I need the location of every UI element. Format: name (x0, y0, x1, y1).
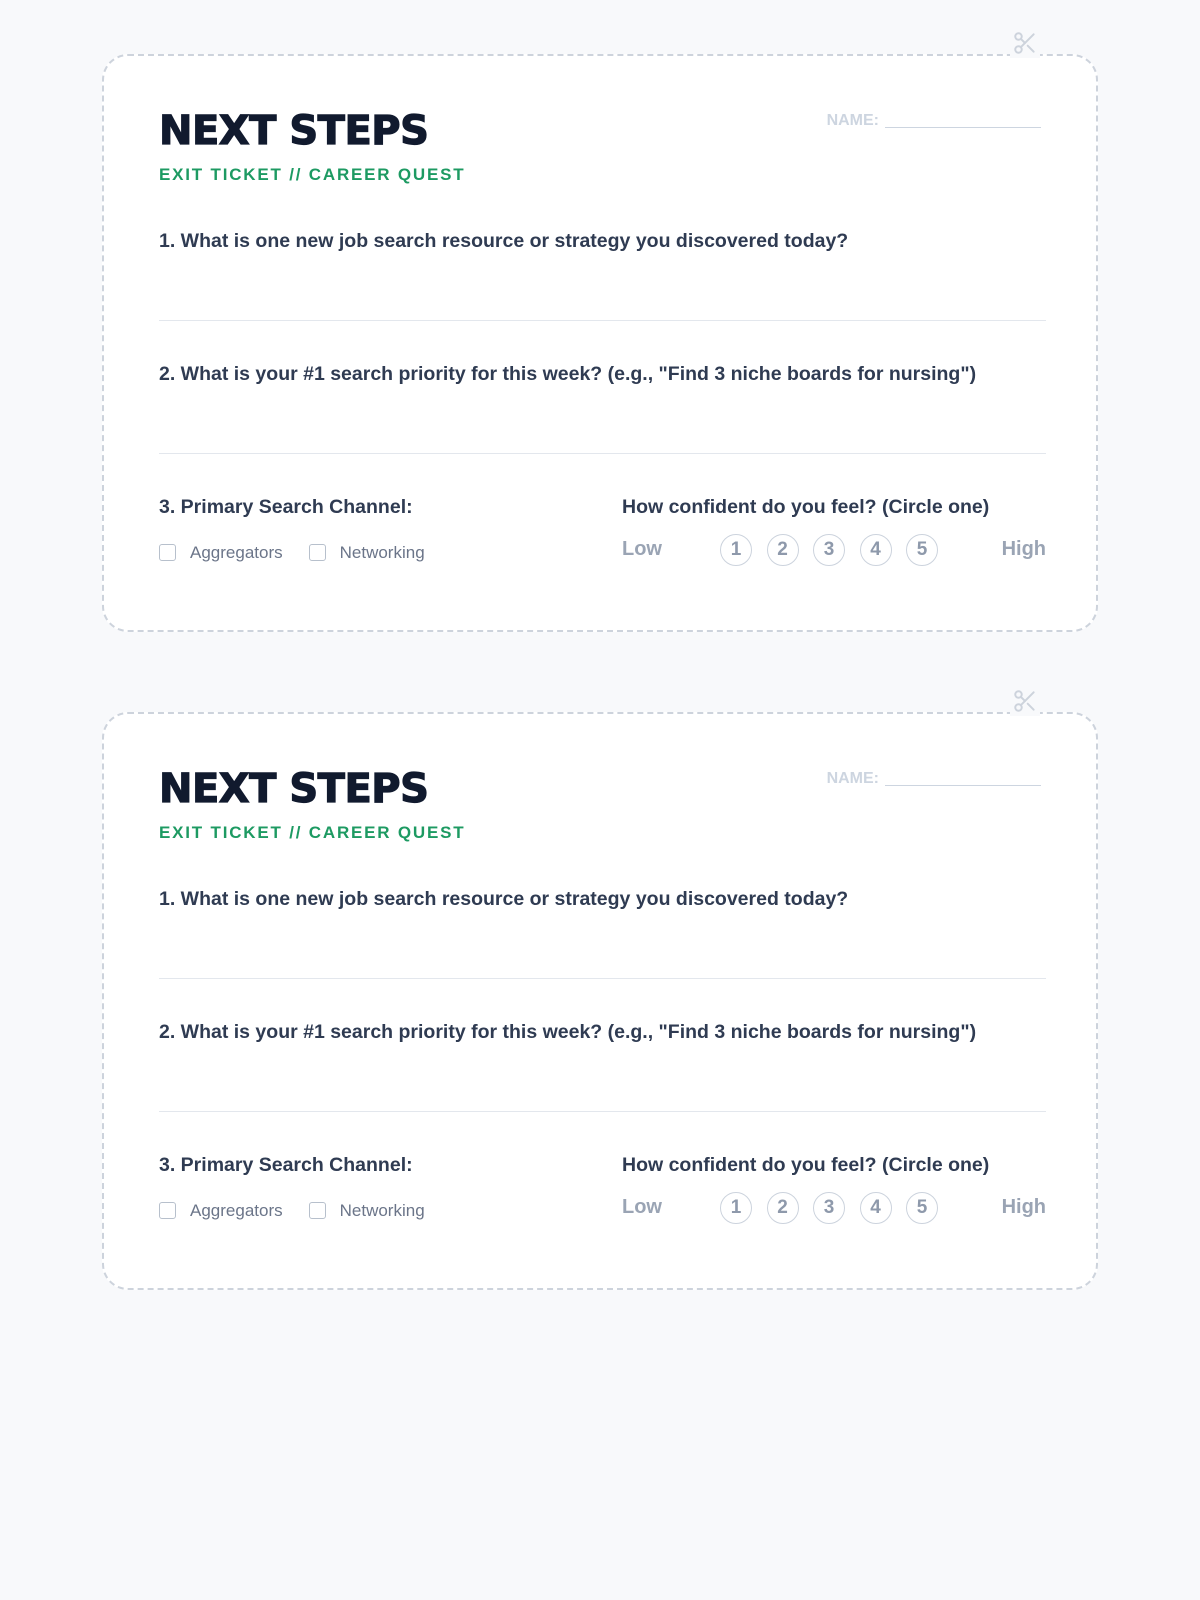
scissors-icon (1010, 28, 1040, 58)
confidence-question: How confident do you feel? (Circle one) (622, 496, 990, 518)
channel-options (159, 544, 451, 561)
channel-option-aggregators[interactable] (159, 544, 283, 561)
scale-option-4[interactable]: 4 (860, 534, 892, 566)
ticket-card (102, 54, 1098, 632)
question-1: 1. What is one new job search resource or strategy you discovered today? (159, 230, 849, 252)
checkbox-aggregators[interactable] (159, 1202, 176, 1219)
name-label: NAME: (826, 112, 879, 129)
question-2: 2. What is your #1 search priority for this week? (e.g., "Find 3 niche boards for nursing") (159, 363, 977, 385)
confidence-scale (622, 532, 1046, 572)
scale-high-label: High (1001, 1196, 1046, 1218)
scale-low-label: Low (622, 538, 662, 560)
option-label: Aggregators (190, 1201, 283, 1220)
confidence-scale (622, 1190, 1046, 1230)
checkbox-aggregators[interactable] (159, 544, 176, 561)
scale-option-2[interactable]: 2 (767, 1192, 799, 1224)
ticket-title: NEXT STEPS (159, 766, 429, 812)
scale-option-3[interactable]: 3 (813, 534, 845, 566)
confidence-question: How confident do you feel? (Circle one) (622, 1154, 990, 1176)
option-label: Aggregators (190, 543, 283, 562)
ticket-subtitle: EXIT TICKET // CAREER QUEST (159, 823, 466, 842)
scale-option-5[interactable]: 5 (906, 534, 938, 566)
scale-high-label: High (1001, 538, 1046, 560)
name-write-line[interactable] (885, 127, 1041, 128)
channel-option-aggregators[interactable] (159, 1202, 283, 1219)
scale-option-4[interactable]: 4 (860, 1192, 892, 1224)
scale-option-2[interactable]: 2 (767, 534, 799, 566)
exit-ticket (102, 712, 1098, 1290)
answer-line-1[interactable] (159, 978, 1046, 979)
scale-option-5[interactable]: 5 (906, 1192, 938, 1224)
channel-options (159, 1202, 451, 1219)
question-3: 3. Primary Search Channel: (159, 1154, 413, 1176)
name-label: NAME: (826, 770, 879, 787)
checkbox-networking[interactable] (309, 1202, 326, 1219)
question-1: 1. What is one new job search resource or strategy you discovered today? (159, 888, 849, 910)
name-field[interactable] (827, 113, 1041, 129)
ticket-subtitle: EXIT TICKET // CAREER QUEST (159, 165, 466, 184)
channel-option-networking[interactable] (309, 544, 425, 561)
exit-ticket (102, 54, 1098, 632)
scale-circles (720, 1192, 953, 1224)
scale-option-1[interactable]: 1 (720, 1192, 752, 1224)
name-field[interactable] (827, 771, 1041, 787)
answer-line-2[interactable] (159, 453, 1046, 454)
scale-option-3[interactable]: 3 (813, 1192, 845, 1224)
scale-circles (720, 534, 953, 566)
question-3: 3. Primary Search Channel: (159, 496, 413, 518)
option-label: Networking (339, 543, 425, 562)
ticket-title: NEXT STEPS (159, 108, 429, 154)
checkbox-networking[interactable] (309, 544, 326, 561)
scale-option-1[interactable]: 1 (720, 534, 752, 566)
name-write-line[interactable] (885, 785, 1041, 786)
answer-line-2[interactable] (159, 1111, 1046, 1112)
ticket-card (102, 712, 1098, 1290)
scissors-icon (1010, 686, 1040, 716)
channel-option-networking[interactable] (309, 1202, 425, 1219)
answer-line-1[interactable] (159, 320, 1046, 321)
question-2: 2. What is your #1 search priority for this week? (e.g., "Find 3 niche boards for nursing") (159, 1021, 977, 1043)
scale-low-label: Low (622, 1196, 662, 1218)
option-label: Networking (339, 1201, 425, 1220)
